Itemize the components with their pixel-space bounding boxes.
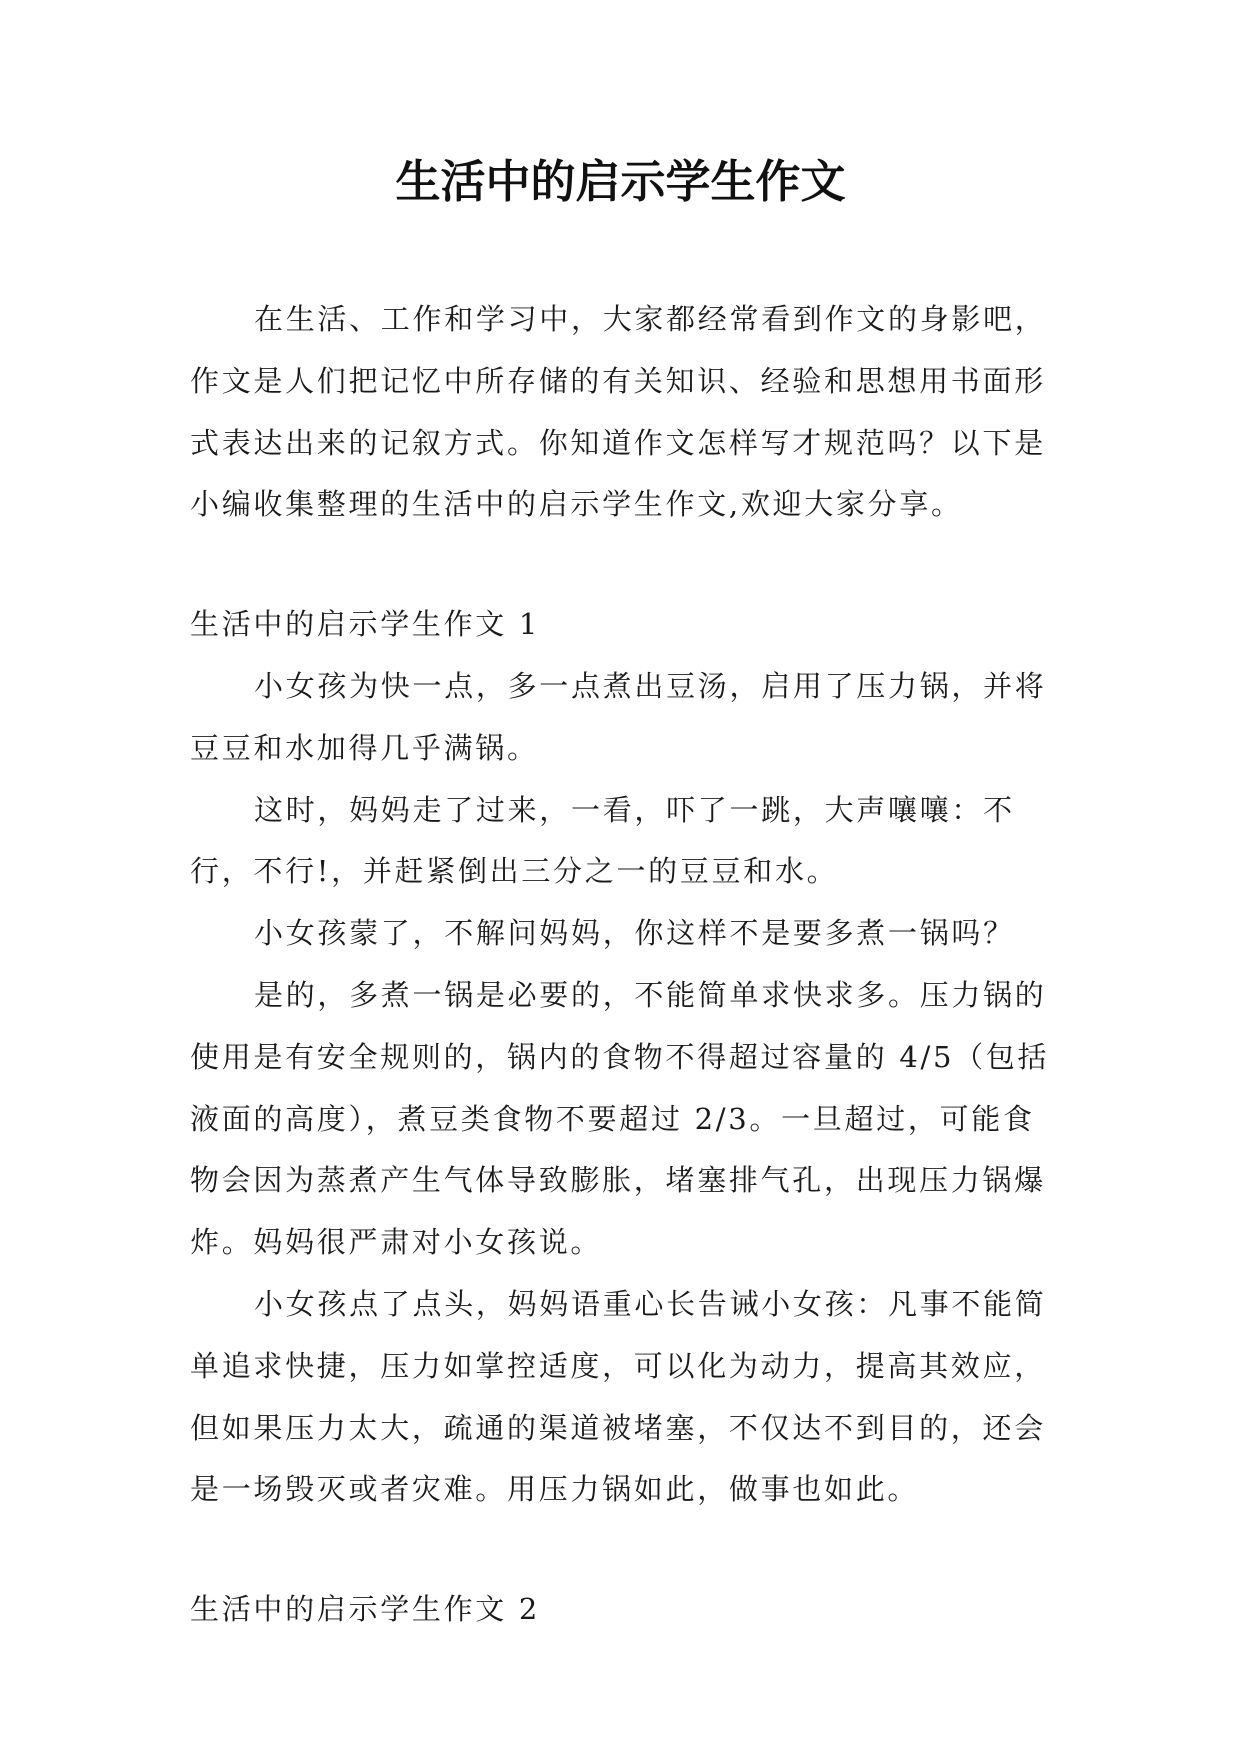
- section-1-paragraph-5: 小女孩点了点头，妈妈语重心长告诫小女孩：凡事不能简单追求快捷，压力如掌控适度，可以化为动力，提高其效应，但如果压力太大，疏通的渠道被堵塞，不仅达不到目的，还会是一场毁灭或者灾难。用压力锅如此，做事也如此。: [190, 1286, 1047, 1507]
- section-heading-2: 生活中的启示学生作文 2: [190, 1592, 541, 1627]
- intro-paragraph: 在生活、工作和学习中，大家都经常看到作文的身影吧，作文是人们把记忆中所存储的有关知识、经验和思想用书面形式表达出来的记叙方式。你知道作文怎样写才规范吗？以下是小编收集整理的生活中的启示学生作文,欢迎大家分享。: [190, 302, 1047, 522]
- spacer: [190, 536, 1058, 594]
- spacer: [190, 1521, 1058, 1579]
- document-body: [190, 289, 1058, 1641]
- section-1-paragraph-4: 是的，多煮一锅是必要的，不能简单求快求多。压力锅的使用是有安全规则的，锅内的食物不得超过容量的 4/5（包括液面的高度），煮豆类食物不要超过 2/3。一旦超过，可能食物会因为蒸煮产生气体导致膨胀，堵塞排气孔，出现压力锅爆炸。妈妈很严肃对小女孩说。: [190, 977, 1050, 1260]
- section-1-paragraph-2: 这时，妈妈走了过来，一看，吓了一跳，大声嚷嚷：不行，不行!，并赶紧倒出三分之一的豆豆和水。: [190, 792, 1015, 889]
- section-1-paragraph-1: 小女孩为快一点，多一点煮出豆汤，启用了压力锅，并将豆豆和水加得几乎满锅。: [190, 668, 1047, 765]
- section-1-paragraph-3: 小女孩蒙了，不解问妈妈，你这样不是要多煮一锅吗？: [254, 916, 1015, 951]
- page-title: 生活中的启示学生作文: [395, 155, 846, 208]
- section-heading-1: 生活中的启示学生作文 1: [190, 607, 541, 642]
